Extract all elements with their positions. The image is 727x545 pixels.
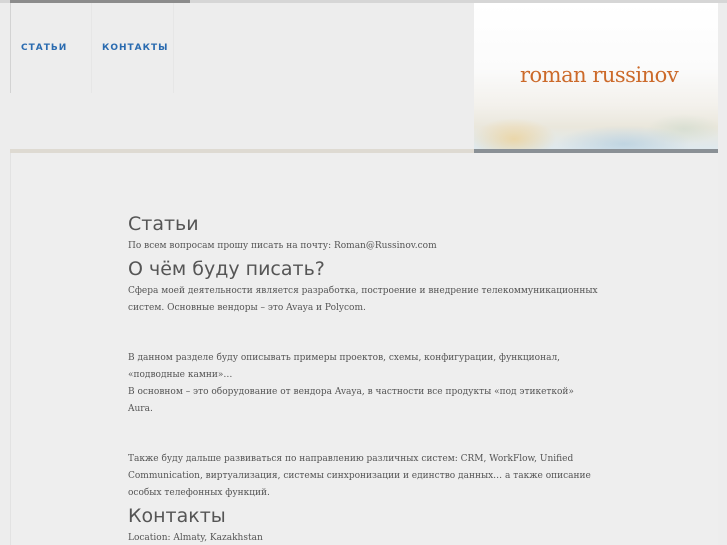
about-heading: О чём буду писать?	[128, 258, 325, 280]
about-paragraph-1: Сфера моей деятельности является разработка, построение и внедрение телекоммуникационных систем. Основные вендоры – это Avaya и Polycom.	[128, 286, 598, 313]
site-logo-text: roman russinov	[520, 63, 679, 87]
location-text: Location: Almaty, Kazakhstan	[128, 533, 263, 543]
logo-banner[interactable]	[474, 3, 718, 149]
contacts-heading: Контакты	[128, 505, 226, 527]
about-paragraph-3: В основном – это оборудование от вендора Avaya, в частности все продукты «под этикеткой» Aura.	[128, 387, 574, 414]
main-content	[128, 210, 598, 545]
page-title: Статьи	[128, 213, 199, 235]
main-nav	[10, 3, 174, 93]
logo-background-art	[474, 89, 718, 149]
nav-item-contacts[interactable]: КОНТАКТЫ	[92, 3, 174, 93]
nav-item-articles[interactable]: СТАТЬИ	[10, 3, 92, 93]
about-paragraph-4: Также буду дальше развиваться по направлению различных систем: CRM, WorkFlow, Unified Communication, виртуализация, системы синхронизации и единство данных… а также описание особых телефонных функций.	[128, 454, 591, 498]
contact-email-text: По всем вопросам прошу писать на почту: Roman@Russinov.com	[128, 241, 437, 251]
about-paragraph-2: В данном разделе буду описывать примеры проектов, схемы, конфигурации, функционал, «подводные камни»…	[128, 353, 561, 380]
